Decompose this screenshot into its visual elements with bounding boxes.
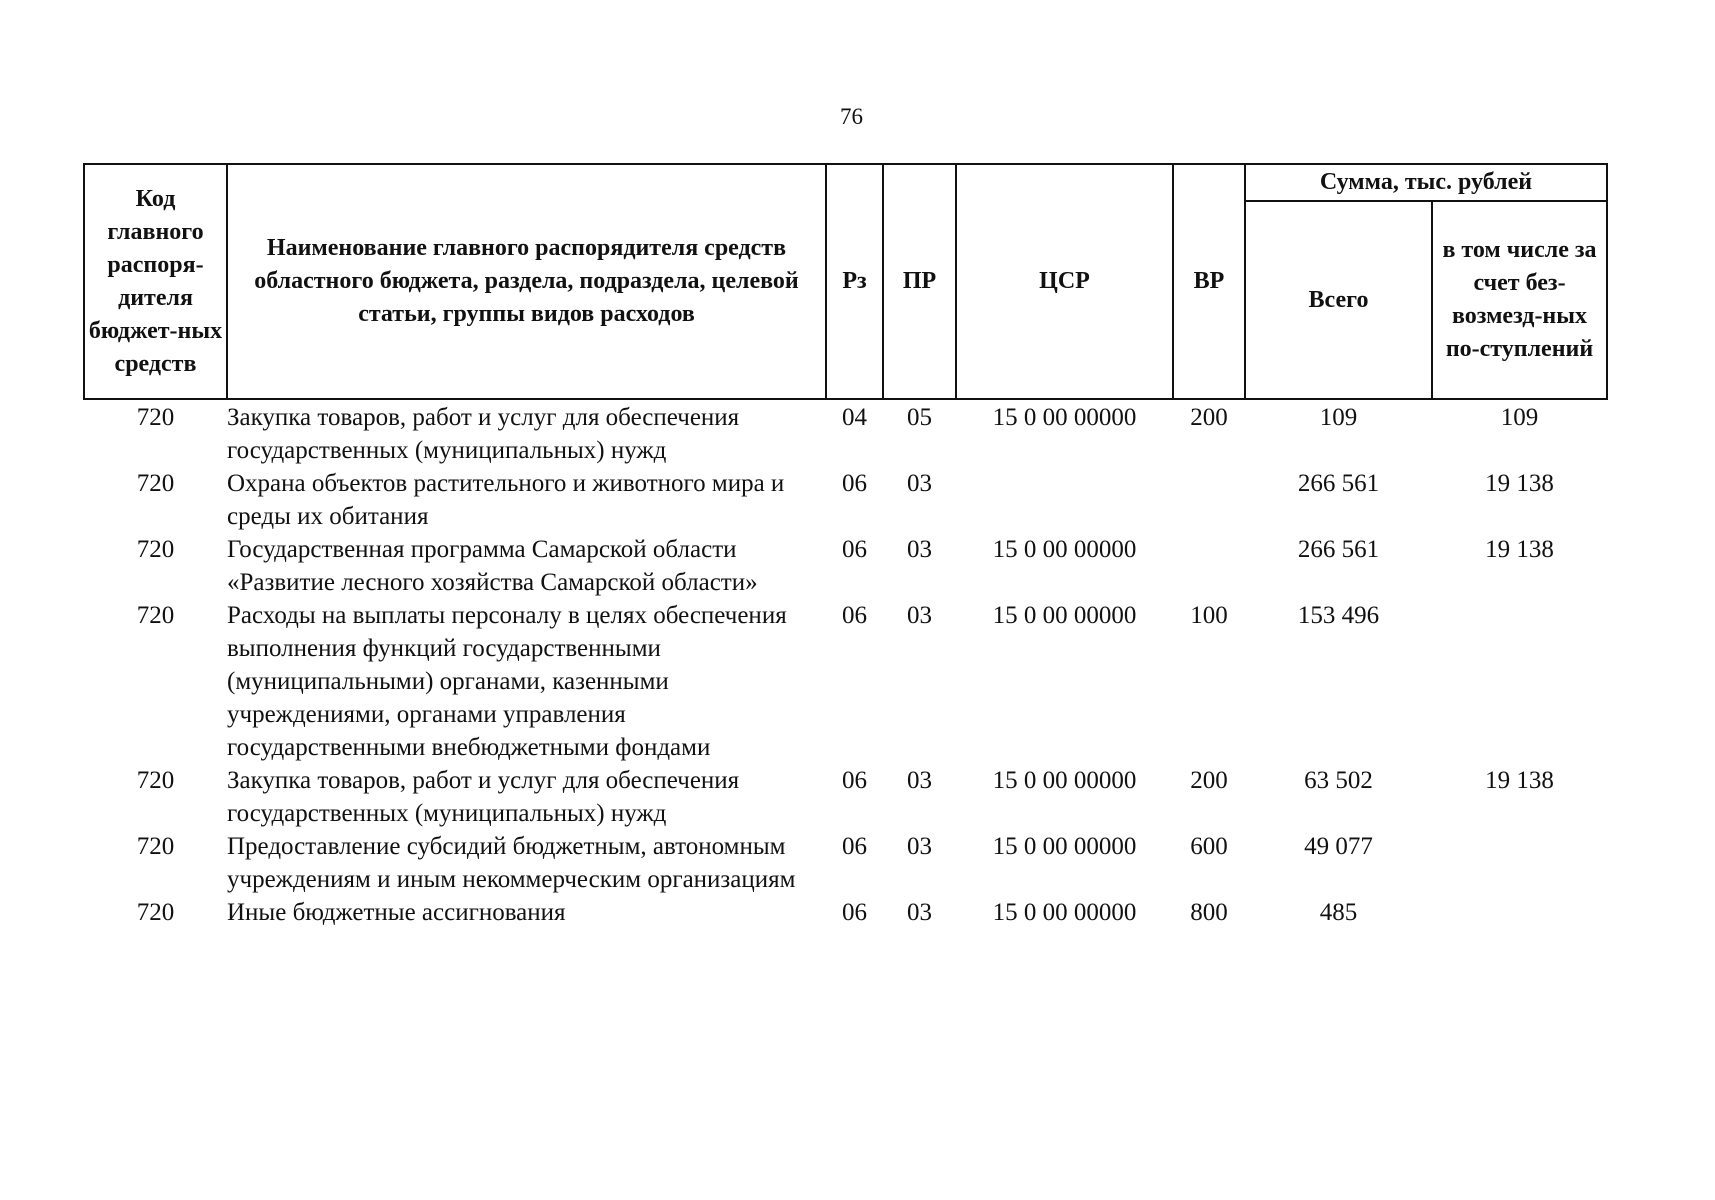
table-row <box>84 533 1607 599</box>
table-row <box>84 467 1607 533</box>
header-csr: ЦСР <box>956 164 1173 399</box>
cell-code: 720 <box>136 404 175 431</box>
cell-code: 720 <box>136 833 175 860</box>
cell-rz: 06 <box>842 602 867 629</box>
header-rz: Рз <box>826 164 883 399</box>
cell-csr: 15 0 00 00000 <box>992 899 1137 926</box>
table-row <box>84 599 1607 764</box>
cell-including: 109 <box>1500 404 1539 431</box>
cell-csr: 15 0 00 00000 <box>992 767 1137 794</box>
page-number: 76 <box>840 104 863 129</box>
cell-vr <box>1173 533 1245 599</box>
cell-vr: 200 <box>1190 767 1228 794</box>
cell-vr <box>1173 467 1245 533</box>
cell-csr: 15 0 00 00000 <box>992 833 1137 860</box>
cell-code: 720 <box>136 899 175 926</box>
cell-csr <box>956 467 1173 533</box>
cell-total: 266 561 <box>1297 470 1380 497</box>
cell-pr: 03 <box>907 767 932 794</box>
cell-total: 63 502 <box>1304 767 1373 794</box>
cell-including: 19 138 <box>1485 767 1554 794</box>
cell-name: Расходы на выплаты персоналу в целях обеспечения выполнения функций государственными (муниципальными) органами, казенными учреждениями, органами управления государственными внебюджетными фондами <box>227 602 787 761</box>
cell-vr: 100 <box>1190 602 1228 629</box>
table-row <box>84 896 1607 929</box>
cell-code: 720 <box>136 470 175 497</box>
cell-vr: 200 <box>1190 404 1228 431</box>
cell-rz: 06 <box>842 536 867 563</box>
cell-name: Охрана объектов растительного и животного мира и среды их обитания <box>227 470 785 530</box>
cell-total: 49 077 <box>1304 833 1373 860</box>
cell-total: 109 <box>1319 404 1358 431</box>
cell-including <box>1432 830 1607 896</box>
cell-including: 19 138 <box>1485 536 1554 563</box>
cell-rz: 04 <box>842 404 867 431</box>
header-pr: ПР <box>883 164 956 399</box>
cell-name: Предоставление субсидий бюджетным, автономным учреждениям и иным некоммерческим организациям <box>227 833 796 893</box>
cell-total: 266 561 <box>1297 536 1380 563</box>
cell-code: 720 <box>136 536 175 563</box>
cell-rz: 06 <box>842 833 867 860</box>
table-row <box>84 764 1607 830</box>
table-row <box>84 399 1607 467</box>
cell-csr: 15 0 00 00000 <box>992 404 1137 431</box>
cell-total: 153 496 <box>1297 602 1380 629</box>
table-header <box>84 164 1607 399</box>
cell-pr: 03 <box>907 899 932 926</box>
cell-pr: 03 <box>907 833 932 860</box>
cell-pr: 03 <box>907 536 932 563</box>
header-total: Всего <box>1245 201 1432 399</box>
cell-pr: 05 <box>907 404 932 431</box>
header-including: в том числе за счет без-возмезд-ных по-ступлений <box>1432 201 1607 399</box>
header-name: Наименование главного распорядителя средств областного бюджета, раздела, подраздела, целевой статьи, группы видов расходов <box>227 164 826 399</box>
cell-pr: 03 <box>907 470 932 497</box>
cell-name: Закупка товаров, работ и услуг для обеспечения государственных (муниципальных) нужд <box>227 767 740 827</box>
header-sum-group: Сумма, тыс. рублей <box>1245 164 1607 201</box>
cell-csr: 15 0 00 00000 <box>992 536 1137 563</box>
header-code: Код главного распоря-дителя бюджет-ных средств <box>84 164 227 399</box>
cell-rz: 06 <box>842 767 867 794</box>
table-row <box>84 830 1607 896</box>
cell-pr: 03 <box>907 602 932 629</box>
cell-name: Иные бюджетные ассигнования <box>227 899 566 926</box>
cell-csr: 15 0 00 00000 <box>992 602 1137 629</box>
cell-including: 19 138 <box>1485 470 1554 497</box>
cell-name: Государственная программа Самарской области «Развитие лесного хозяйства Самарской области» <box>227 536 758 596</box>
cell-including <box>1432 599 1607 764</box>
cell-rz: 06 <box>842 899 867 926</box>
cell-vr: 800 <box>1190 899 1228 926</box>
cell-including <box>1432 896 1607 929</box>
cell-rz: 06 <box>842 470 867 497</box>
header-vr: ВР <box>1173 164 1245 399</box>
budget-table <box>83 163 1608 929</box>
cell-total: 485 <box>1319 899 1358 926</box>
cell-code: 720 <box>136 602 175 629</box>
cell-code: 720 <box>136 767 175 794</box>
cell-vr: 600 <box>1190 833 1228 860</box>
table-body <box>84 399 1607 929</box>
cell-name: Закупка товаров, работ и услуг для обеспечения государственных (муниципальных) нужд <box>227 404 740 464</box>
